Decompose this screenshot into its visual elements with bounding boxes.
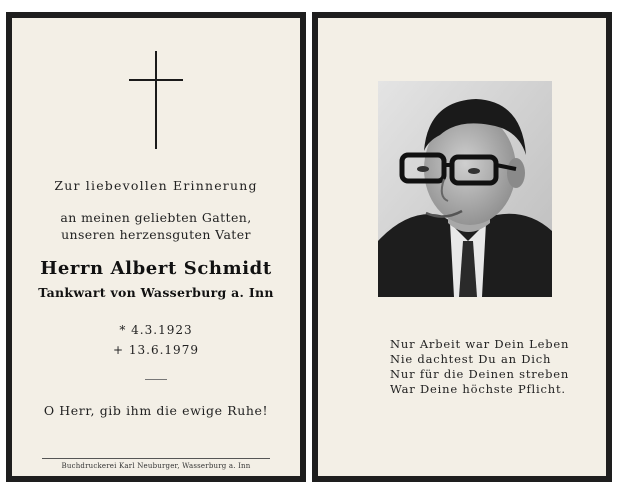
right-card-paper	[318, 18, 606, 476]
right-card	[312, 12, 612, 482]
birth-date: * 4.3.1923	[119, 323, 193, 337]
divider-line	[145, 379, 167, 380]
poem-line: Nie dachtest Du an Dich	[390, 352, 552, 366]
memorial-intro: Zur liebevollen Erinnerung	[54, 178, 258, 193]
prayer-text: O Herr, gib ihm die ewige Ruhe!	[43, 403, 269, 418]
death-date: + 13.6.1979	[113, 343, 199, 357]
poem-line: Nur Arbeit war Dein Leben	[390, 337, 570, 351]
left-card-paper	[12, 18, 300, 476]
poem-line: Nur für die Deinen streben	[390, 367, 570, 381]
left-card	[6, 12, 306, 482]
deceased-name: Herrn Albert Schmidt	[40, 258, 272, 279]
portrait-photo	[378, 81, 552, 297]
printer-credit: Buchdruckerei Karl Neuburger, Wasserburg a. Inn	[61, 462, 251, 470]
poem-line: War Deine höchste Pflicht.	[390, 382, 566, 396]
dedication-line-2: unseren herzensguten Vater	[61, 227, 251, 242]
dedication-line-1: an meinen geliebten Gatten,	[60, 210, 252, 225]
deceased-occupation: Tankwart von Wasserburg a. Inn	[38, 285, 274, 300]
memorial-poem	[390, 337, 569, 397]
cross-icon	[129, 51, 183, 149]
footer-rule	[42, 458, 270, 459]
